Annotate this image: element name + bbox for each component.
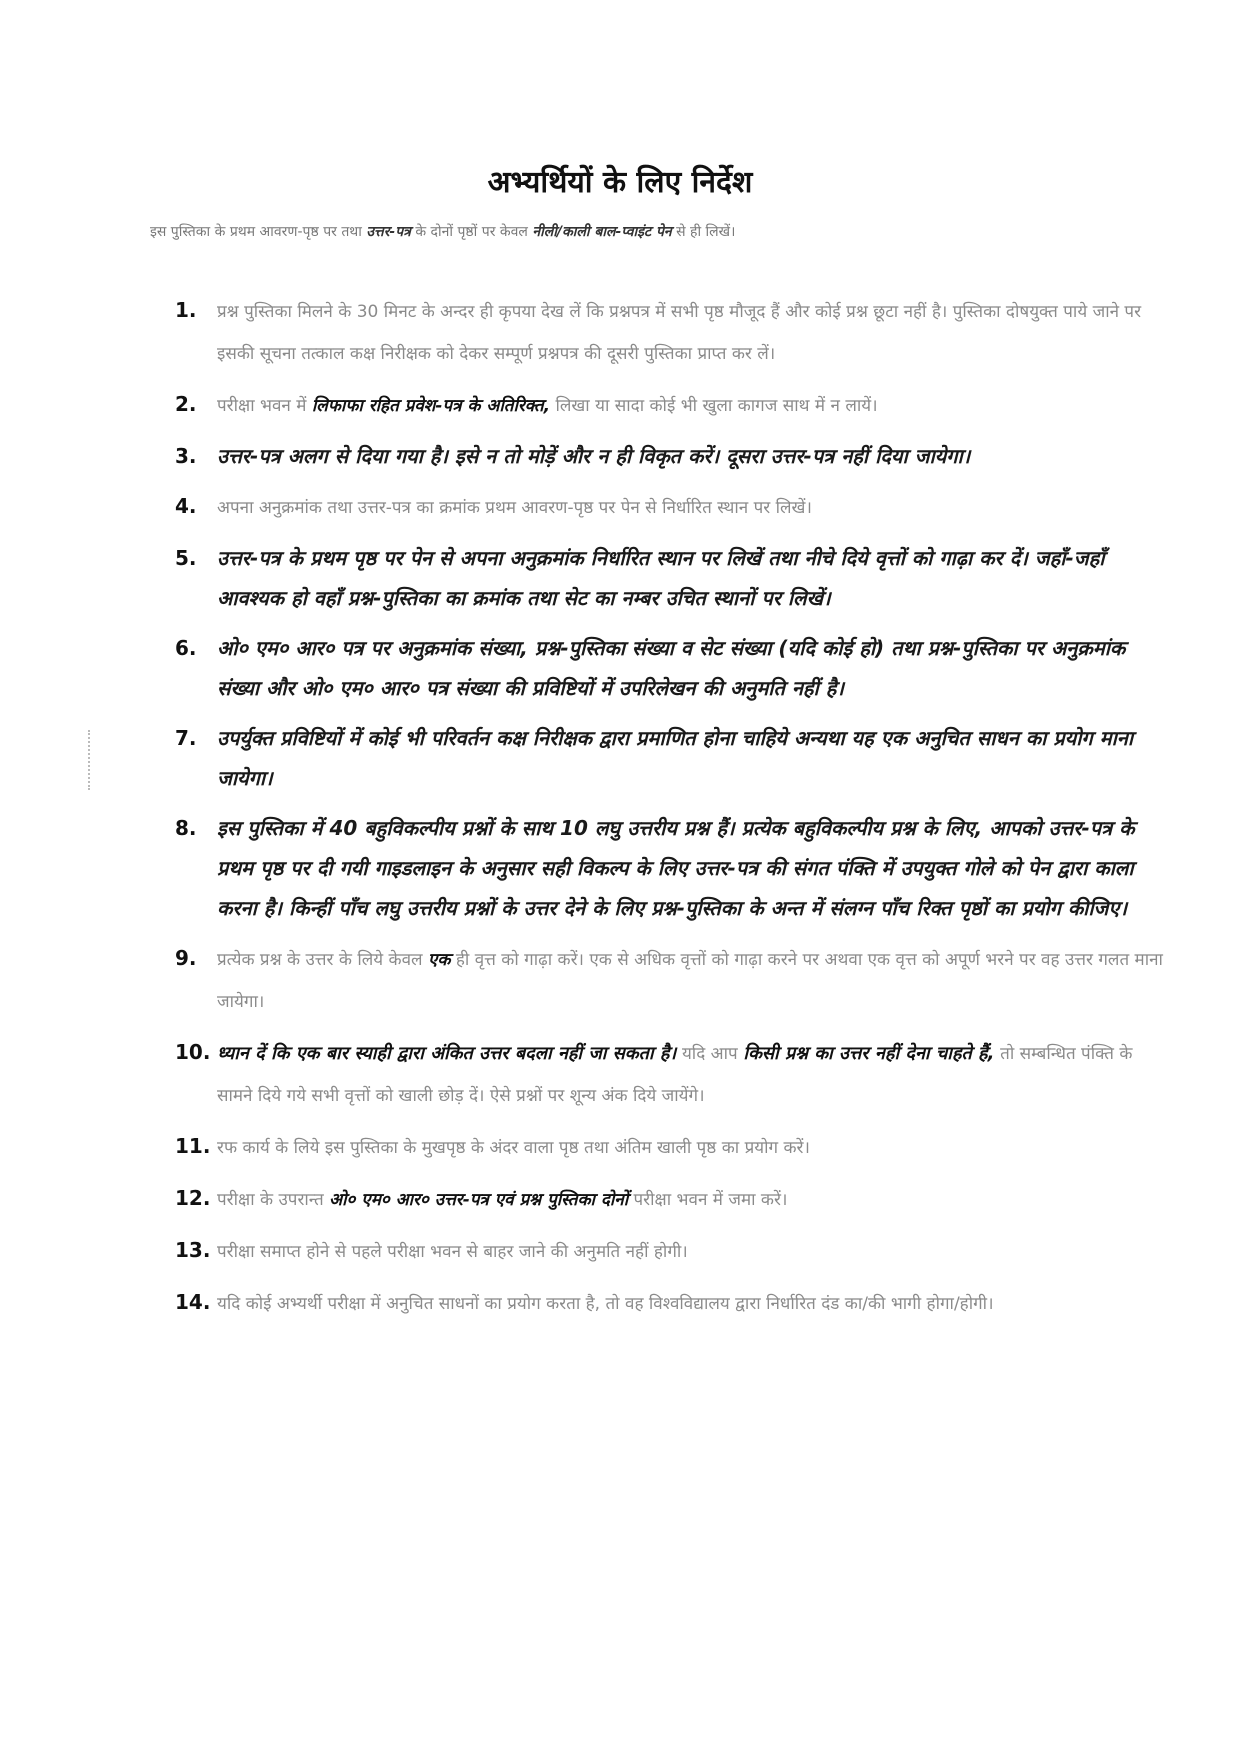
item-text: इस पुस्तिका में 40 बहुविकल्पीय प्रश्नों के साथ 10 लघु उत्तरीय प्रश्न हैं। प्रत्येक बहुविकल्पीय प्रश्न के लिए, आपको उत्तर-पत्र के प्रथम पृष्ठ पर दी गयी गाइडलाइन के अनुसार सही विकल्प के लिए उत्तर-पत्र की संगत पंक्ति में उपयुक्त गोले को पेन द्वारा काला करना है। किन्हीं पाँच लघु उत्तरीय प्रश्नों के उत्तर देने के लिए प्रश्न-पुस्तिका के अन्त में संलग्न पाँच रिक्त पृष्ठों का प्रयोग कीजिए। [217,816,1135,920]
item-text: उत्तर-पत्र के प्रथम पृष्ठ पर पेन से अपना अनुक्रमांक निर्धारित स्थान पर लिखें तथा नीचे दिये वृत्तों को गाढ़ा कर दें। जहाँ-जहाँ आवश्यक हो वहाँ प्रश्न-पुस्तिका का क्रमांक तथा सेट का नम्बर उचित स्थानों पर लिखें। [217,546,1105,610]
item-number: 1. [175,298,197,322]
instruction-item [175,1178,1165,1220]
item-text: प्रश्न पुस्तिका मिलने के 30 मिनट के अन्दर ही कृपया देख लें कि प्रश्नपत्र में सभी पृष्ठ मौजूद हैं और कोई प्रश्न छूटा नहीं है। पुस्तिका दोषयुक्त पाये जाने पर इसकी सूचना तत्काल कक्ष निरीक्षक को देकर सम्पूर्ण प्रश्नपत्र की दूसरी पुस्तिका प्राप्त कर लें। [217,302,1142,364]
subtitle-part2: के दोनों पृष्ठों पर केवल [415,224,528,240]
instruction-item [175,1282,1165,1324]
subtitle-part1: इस पुस्तिका के प्रथम आवरण-पृष्ठ पर तथा [150,224,362,240]
item-text-a: प्रत्येक प्रश्न के उत्तर के लिये केवल [217,950,423,970]
item-number: 3. [175,444,197,468]
item-text-bold: ओ० एम० आर० उत्तर-पत्र एवं प्रश्न पुस्तिका दोनों [329,1190,629,1210]
item-number: 6. [175,636,197,660]
instruction-item [175,1032,1165,1116]
item-number: 10. [175,1040,211,1064]
item-text [217,1190,787,1210]
item-number: 7. [175,726,197,750]
instruction-item [175,538,1165,618]
subtitle [150,222,1140,241]
instruction-item [175,808,1165,928]
item-text: रफ कार्य के लिये इस पुस्तिका के मुखपृष्ठ के अंदर वाला पृष्ठ तथा अंतिम खाली पृष्ठ का प्रयोग करें। [217,1138,810,1158]
item-text-a: यदि आप [681,1044,738,1064]
item-text-a: परीक्षा भवन में [217,396,307,416]
item-text: अपना अनुक्रमांक तथा उत्तर-पत्र का क्रमांक प्रथम आवरण-पृष्ठ पर पेन से निर्धारित स्थान पर लिखें। [217,498,812,518]
instruction-item [175,718,1165,798]
item-text-bold: लिफाफा रहित प्रवेश-पत्र के अतिरिक्त, [311,396,551,416]
item-text-b: परीक्षा भवन में जमा करें। [633,1190,788,1210]
item-text-b: तो सम्बन्धित पंक्ति के सामने दिये गये सभी वृत्तों को खाली छोड़ दें। ऐसे प्रश्नों पर शून्य अंक दिये जायेंगे। [217,1044,1133,1106]
item-number: 9. [175,946,197,970]
subtitle-part3: से ही लिखें। [676,224,736,240]
item-text-a: परीक्षा के उपरान्त [217,1190,324,1210]
item-number: 13. [175,1238,211,1262]
item-text [217,1043,1132,1106]
item-number: 12. [175,1186,211,1210]
item-number: 4. [175,494,197,518]
item-text: यदि कोई अभ्यर्थी परीक्षा में अनुचित साधनों का प्रयोग करता है, तो वह विश्वविद्यालय द्वारा निर्धारित दंड का/की भागी होगा/होगी। [217,1294,994,1314]
subtitle-bold2: नीली/काली बाल-प्वाइंट पेन [532,224,672,240]
instruction-item [175,628,1165,708]
instruction-item [175,1126,1165,1168]
subtitle-bold1: उत्तर-पत्र [366,224,411,240]
instruction-item [175,436,1165,476]
item-text-bold: एक [428,950,451,970]
item-number: 2. [175,392,197,416]
instruction-item [175,938,1165,1022]
instruction-item [175,486,1165,528]
item-text: परीक्षा समाप्त होने से पहले परीक्षा भवन से बाहर जाने की अनुमति नहीं होगी। [217,1242,688,1262]
instruction-list [175,290,1165,1334]
item-number: 8. [175,816,197,840]
instruction-item [175,290,1165,374]
instruction-item [175,384,1165,426]
item-text [217,950,1163,1012]
item-number: 11. [175,1134,211,1158]
item-number: 5. [175,546,197,570]
item-text-b: लिखा या सादा कोई भी खुला कागज साथ में न लायें। [555,396,878,416]
item-text-bold: ध्यान दें कि एक बार स्याही द्वारा अंकित उत्तर बदला नहीं जा सकता है। [217,1043,677,1064]
item-text-b: ही वृत्त को गाढ़ा करें। एक से अधिक वृत्तों को गाढ़ा करने पर अथवा एक वृत्त को अपूर्ण भरने पर वह उत्तर गलत माना जायेगा। [217,950,1163,1012]
item-text-bold2: किसी प्रश्न का उत्तर नहीं देना चाहते हैं, [743,1043,995,1064]
instruction-item [175,1230,1165,1272]
item-text [217,396,878,416]
margin-mark [88,730,104,790]
page-title: अभ्यर्थियों के लिए निर्देश [487,165,753,200]
item-text: उत्तर-पत्र अलग से दिया गया है। इसे न तो मोड़ें और न ही विकृत करें। दूसरा उत्तर-पत्र नहीं दिया जायेगा। [217,444,971,468]
item-text: उपर्युक्त प्रविष्टियों में कोई भी परिवर्तन कक्ष निरीक्षक द्वारा प्रमाणित होना चाहिये अन्यथा यह एक अनुचित साधन का प्रयोग माना जायेगा। [217,726,1134,790]
item-number: 14. [175,1290,211,1314]
item-text: ओ० एम० आर० पत्र पर अनुक्रमांक संख्या, प्रश्न-पुस्तिका संख्या व सेट संख्या (यदि कोई हो) तथा प्रश्न-पुस्तिका पर अनुक्रमांक संख्या और ओ० एम० आर० पत्र संख्या की प्रविष्टियों में उपरिलेखन की अनुमति नहीं है। [217,636,1126,700]
